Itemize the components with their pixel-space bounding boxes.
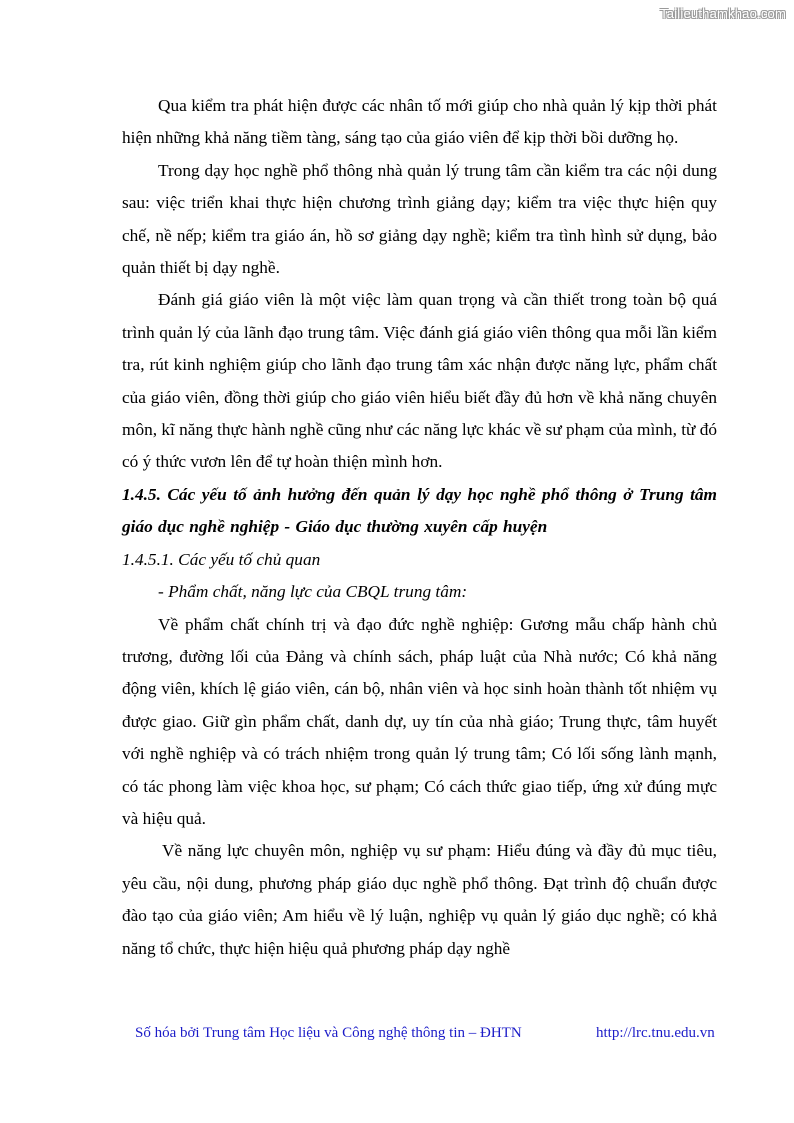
subsection-heading: 1.4.5.1. Các yếu tố chủ quan xyxy=(122,549,321,569)
footer-credit: Số hóa bởi Trung tâm Học liệu và Công nghệ thông tin – ĐHTN xyxy=(135,1025,522,1041)
section-heading: 1.4.5. Các yếu tố ảnh hưởng đến quản lý dạy học nghề phổ thông ở Trung tâm giáo dục nghề nghiệp - Giáo dục thường xuyên cấp huyện xyxy=(122,484,717,537)
document-body xyxy=(122,90,717,965)
paragraph-2: Trong dạy học nghề phổ thông nhà quản lý trung tâm cần kiểm tra các nội dung sau: việc triển khai thực hiện chương trình giảng dạy; kiểm tra việc thực hiện quy chế, nề nếp; kiểm tra giáo án, hồ sơ giảng dạy nghề; kiểm tra tình hình sử dụng, bảo quản thiết bị dạy nghề. xyxy=(122,160,717,278)
paragraph-5: Về năng lực chuyên môn, nghiệp vụ sư phạm: Hiểu đúng và đầy đủ mục tiêu, yêu cầu, nội dung, phương pháp giáo dục nghề phổ thông. Đạt trình độ chuẩn được đào tạo của giáo viên; Am hiểu về lý luận, nghiệp vụ quản lý giáo dục nghề; có khả năng tổ chức, thực hiện hiệu quả phương pháp dạy nghề xyxy=(122,841,717,958)
watermark: Tailieuthamkhao.com xyxy=(660,6,786,21)
sub-item: - Phẩm chất, năng lực của CBQL trung tâm: xyxy=(158,582,468,602)
paragraph-4: Về phẩm chất chính trị và đạo đức nghề nghiệp: Gương mẫu chấp hành chủ trương, đường lối của Đảng và chính sách, pháp luật của Nhà nước; Có khả năng động viên, khích lệ giáo viên, cán bộ, nhân viên và học sinh hoàn thành tốt nhiệm vụ được giao. Giữ gìn phẩm chất, danh dự, uy tín của nhà giáo; Trung thực, tâm huyết với nghề nghiệp và có trách nhiệm trong quản lý trung tâm; Có lối sống lành mạnh, có tác phong làm việc khoa học, sư phạm; Có cách thức giao tiếp, ứng xử đúng mực và hiệu quả. xyxy=(122,614,717,828)
footer-url[interactable]: http://lrc.tnu.edu.vn xyxy=(596,1025,715,1041)
paragraph-3: Đánh giá giáo viên là một việc làm quan trọng và cần thiết trong toàn bộ quá trình quản lý của lãnh đạo trung tâm. Việc đánh giá giáo viên thông qua mỗi lần kiểm tra, rút kinh nghiệm giúp cho lãnh đạo trung tâm xác nhận được năng lực, phẩm chất của giáo viên, đồng thời giúp cho giáo viên hiểu biết đầy đủ hơn về khả năng chuyên môn, kĩ năng thực hành nghề cũng như các năng lực khác về sư phạm của mình, từ đó có ý thức vươn lên để tự hoàn thiện mình hơn. xyxy=(122,290,717,472)
paragraph-1: Qua kiểm tra phát hiện được các nhân tố mới giúp cho nhà quản lý kịp thời phát hiện những khả năng tiềm tàng, sáng tạo của giáo viên để kịp thời bồi dưỡng họ. xyxy=(122,96,717,148)
